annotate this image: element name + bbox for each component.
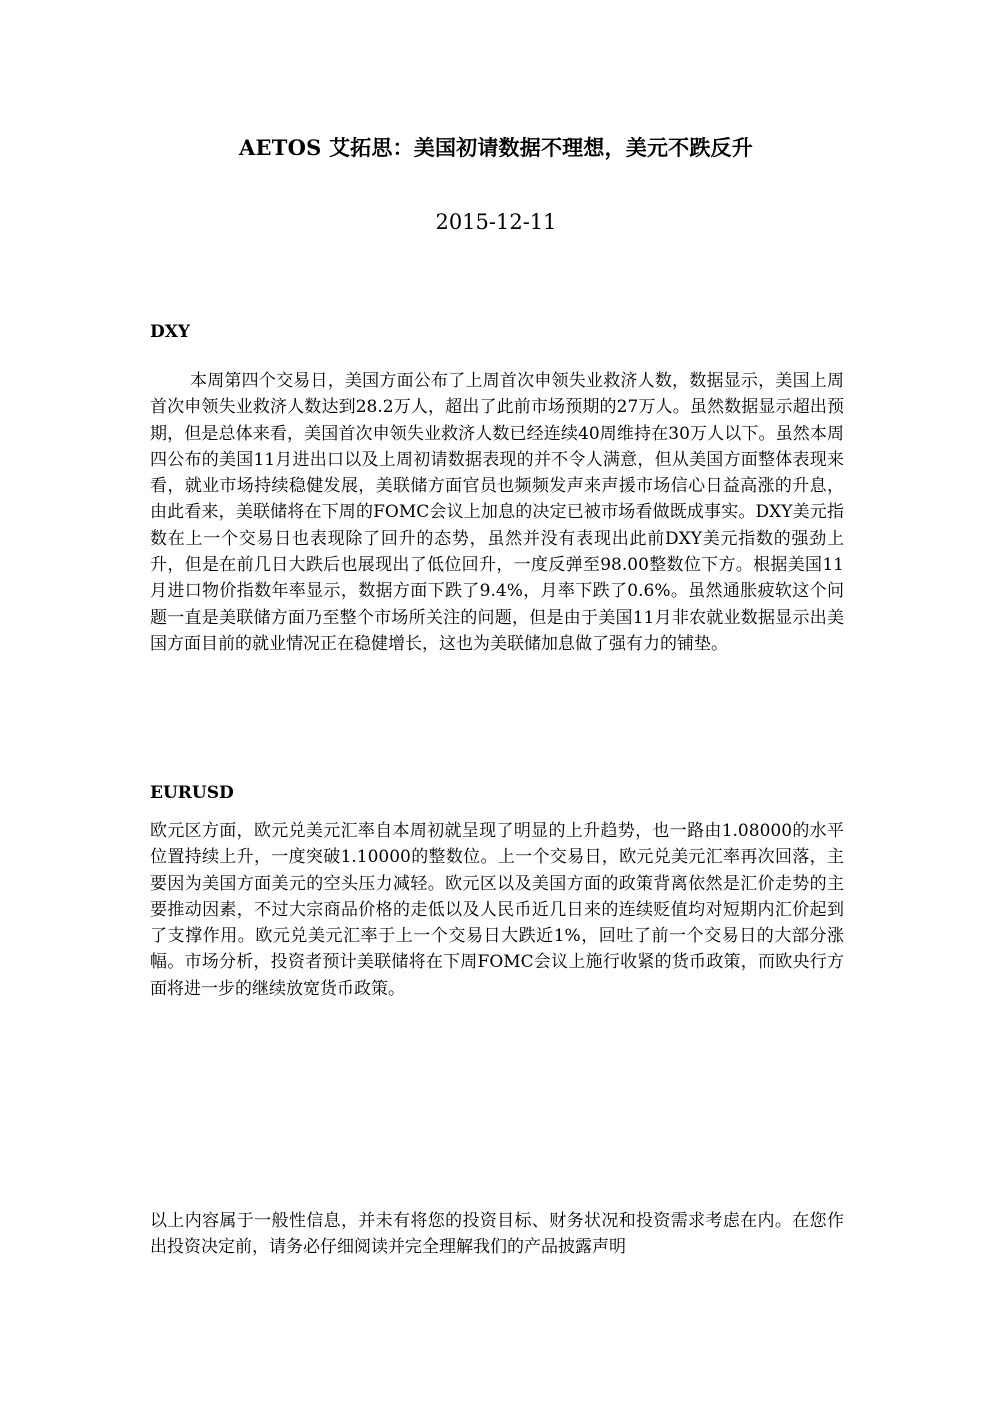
section-heading-dxy: DXY [150, 322, 191, 342]
section-body-eurusd: 欧元区方面，欧元兑美元汇率自本周初就呈现了明显的上升趋势，也一路由1.08000的水平位置持续上升，一度突破1.10000的整数位。上一个交易日，欧元兑美元汇率再次回落，主要因为美国方面美元的空头压力减轻。欧元区以及美国方面的政策背离依然是汇价走势的主要推动因素，不过大宗商品价格的走低以及人民币近几日来的连续贬值均对短期内汇价起到了支撑作用。欧元兑美元汇率于上一个交易日大跌近1%，回吐了前一个交易日的大部分涨幅。市场分析，投资者预计美联储将在下周FOMC会议上施行收紧的货币政策，而欧央行方面将进一步的继续放宽货币政策。 [150, 821, 844, 999]
section-body-dxy: 本周第四个交易日，美国方面公布了上周首次申领失业救济人数，数据显示，美国上周首次申领失业救济人数达到28.2万人，超出了此前市场预期的27万人。虽然数据显示超出预期，但是总体来看，美国首次申领失业救济人数已经连续40周维持在30万人以下。虽然本周四公布的美国11月进出口以及上周初请数据表现的并不令人满意，但从美国方面整体表现来看，就业市场持续稳健发展，美联储方面官员也频频发声来声援市场信心日益高涨的升息，由此看来，美联储将在下周的FOMC会议上加息的决定已被市场看做既成事实。DXY美元指数在上一个交易日也表现除了回升的态势，虽然并没有表现出此前DXY美元指数的强劲上升，但是在前几日大跌后也展现出了低位回升，一度反弹至98.00整数位下方。根据美国11月进口物价指数年率显示，数据方面下跌了9.4%，月率下跌了0.6%。虽然通胀疲软这个问题一直是美联储方面乃至整个市场所关注的问题，但是由于美国11月非农就业数据显示出美国方面目前的就业情况正在稳健增长，这也为美联储加息做了强有力的铺垫。 [150, 371, 844, 654]
document-date: 2015-12-11 [435, 210, 557, 234]
disclaimer-text: 以上内容属于一般性信息，并未有将您的投资目标、财务状况和投资需求考虑在内。在您作出投资决定前，请务必仔细阅读并完全理解我们的产品披露声明 [150, 1211, 844, 1258]
section-heading-eurusd: EURUSD [150, 783, 234, 803]
document-title: AETOS 艾拓思：美国初请数据不理想，美元不跌反升 [239, 135, 753, 160]
